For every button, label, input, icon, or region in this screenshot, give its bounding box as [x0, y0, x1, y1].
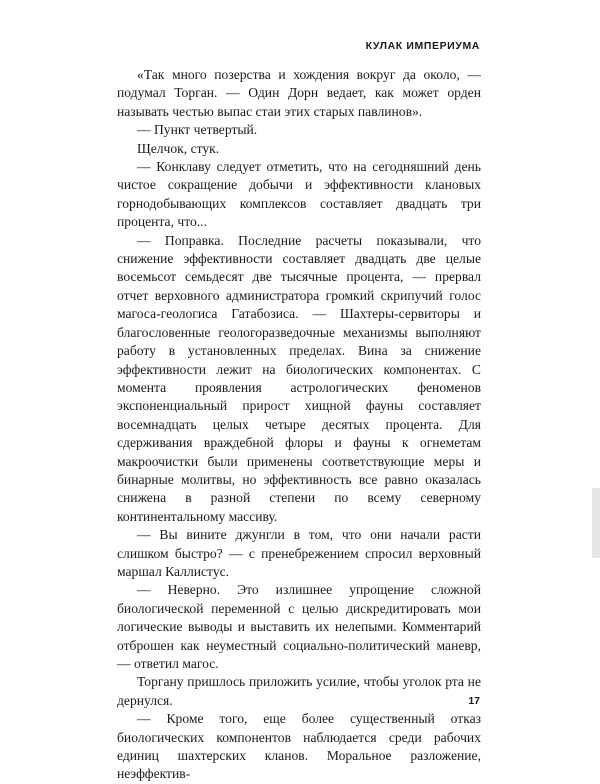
- paragraph: — Неверно. Это излишнее упрощение сложной биологической переменной с целью дискредитировать мои логические выводы и выставить их нелепыми. Комментарий отброшен как неуместный социально-политический маневр, — ответил магос.: [117, 582, 481, 671]
- page-edge-shadow: [592, 488, 600, 558]
- paragraph: Торгану пришлось приложить усилие, чтобы уголок рта не дернулся.: [117, 674, 481, 708]
- paragraph: — Конклаву следует отметить, что на сегодняшний день чистое сокращение добычи и эффективности клановых горнодобывающих комплексов составляет двадцать три процента, что...: [117, 159, 481, 230]
- paragraph: «Так много позерства и хождения вокруг да около, — подумал Торган. — Один Дорн ведает, как может орден называть честью выпас стаи этих старых павлинов».: [117, 67, 481, 119]
- paragraph: — Вы вините джунгли в том, что они начали расти слишком быстро? — с пренебрежением спросил верховный маршал Каллистус.: [117, 527, 481, 579]
- running-head-title: КУЛАК ИМПЕРИУМА: [365, 40, 480, 52]
- paragraph: — Кроме того, еще более существенный отказ биологических компонентов наблюдается среди рабочих единиц шахтерских кланов. Моральное разложение, неэффектив-: [117, 711, 481, 782]
- page-number: 17: [468, 695, 480, 707]
- body-text: [117, 66, 481, 784]
- paragraph: — Пункт четвертый.: [137, 122, 258, 138]
- paragraph: Щелчок, стук.: [137, 140, 220, 156]
- paragraph: — Поправка. Последние расчеты показывали, что снижение эффективности составляет двадцать две целые восемьсот семьдесят две тысячные процента, — прервал отчет верховного администратора громкий скрипучий голос магоса-геологиса Гатабозиса. — Шахтеры-сервиторы и благословенные геологоразведочные механизмы выполняют работу в установленных пределах. Вина за снижение эффективности лежит на биологических компонентах. С момента проявления астрологических феноменов экспоненциальный прирост хищной фауны составляет восемнадцать целых четыре десятых процента. Для сдерживания враждебной флоры и фауны к огнеметам макроочистки были применены соответствующие меры и бинарные молитвы, но эффективность все равно оказалась снижена в разной степени по всему северному континентальному массиву.: [117, 232, 481, 524]
